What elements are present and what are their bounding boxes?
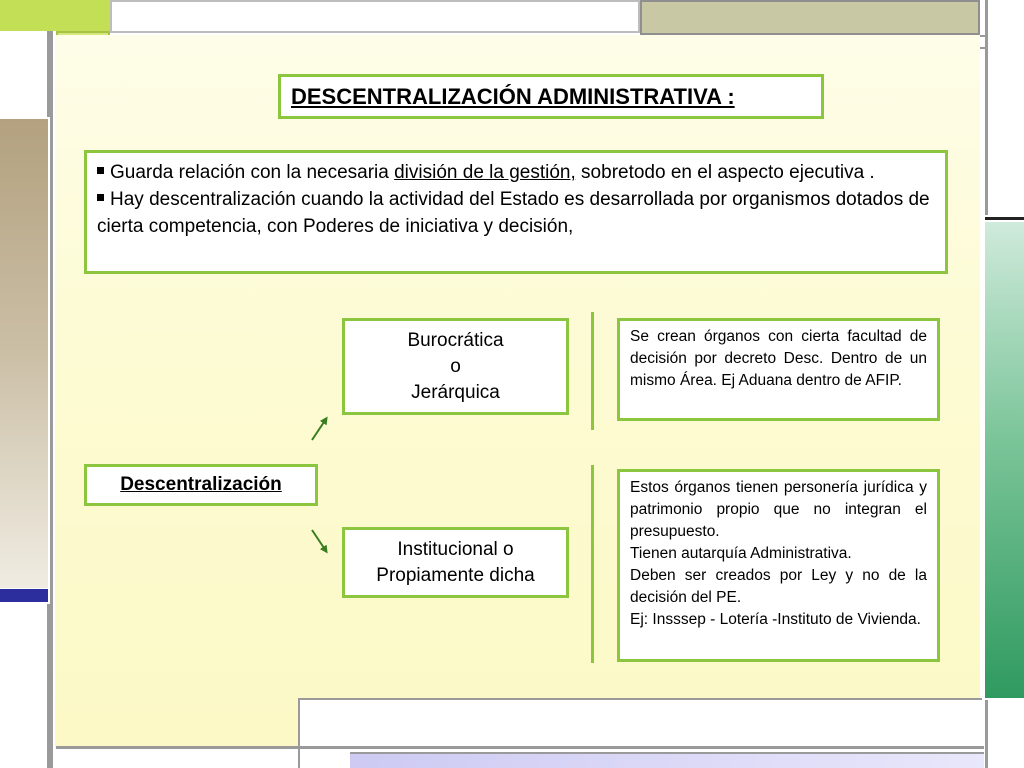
bullet-2-text: Hay descentralización cuando la actividad del Estado es desarrollada por organismos dotados de cierta competencia, con Poderes de iniciativa y decisión,: [97, 189, 930, 237]
branch-top-line-2: o: [450, 355, 461, 377]
branch-bottom-line-2: Propiamente dicha: [376, 564, 535, 586]
branch-top-line-1: Burocrática: [407, 329, 504, 351]
arrow-up-icon: [312, 419, 326, 440]
branch-bottom-line-1: Institucional o: [397, 538, 514, 560]
arrow-down-icon: [312, 530, 326, 551]
bullet-1-text-post: sobretodo en el aspecto ejecutiva .: [575, 162, 875, 183]
branch-top-line-3: Jerárquica: [411, 381, 500, 403]
branch-bottom-description-line: Estos órganos tienen personería jurídica y patrimonio propio que no integran el presupuesto.: [630, 479, 927, 540]
bullet-1-text-underlined: división de la gestión,: [394, 162, 576, 183]
branch-bottom-description-line: Ej: Insssep - Lotería -Instituto de Vivienda.: [630, 611, 921, 628]
page-title: DESCENTRALIZACIÓN ADMINISTRATIVA :: [291, 83, 735, 109]
branch-bottom-description-line: Deben ser creados por Ley y no de la decisión del PE.: [630, 567, 927, 606]
bullet-1-text-pre: Guarda relación con la necesaria: [110, 162, 395, 183]
branch-top-description-text: Se crean órganos con cierta facultad de decisión por decreto Desc. Dentro de un mismo Área. Ej Aduana dentro de AFIP.: [630, 328, 927, 389]
branch-bottom-description-line: Tienen autarquía Administrativa.: [630, 545, 852, 562]
root-node-label: Descentralización: [120, 474, 282, 495]
